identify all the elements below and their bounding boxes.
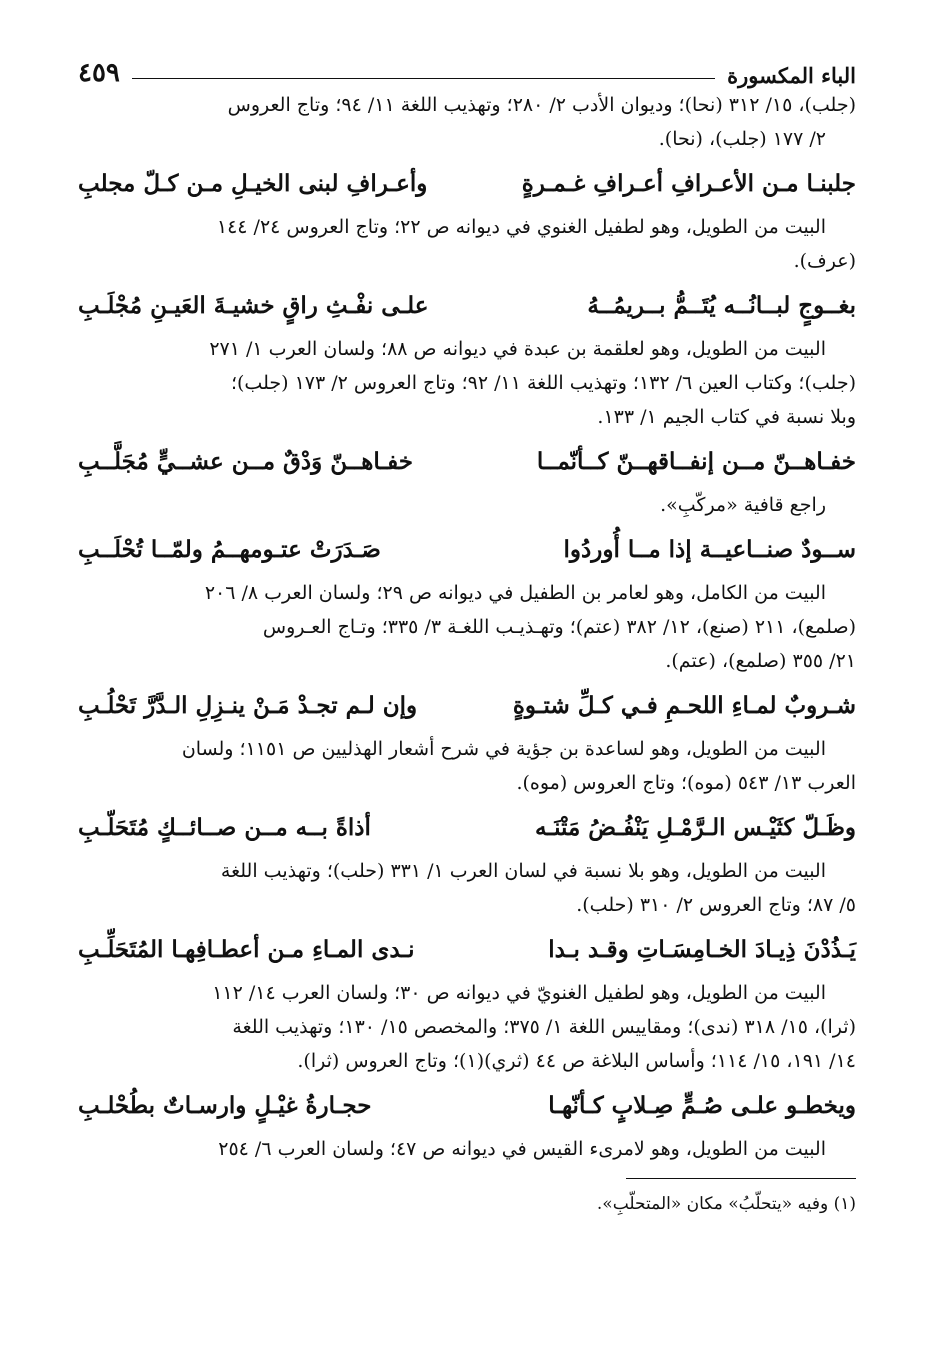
- verse: [78, 678, 856, 732]
- entry: [78, 922, 856, 1078]
- citation-line: ٥/ ٨٧؛ وتاج العروس ٢/ ٣١٠ (حلب).: [576, 894, 856, 916]
- citation-line: ٢١/ ٣٥٥ (صلمع)، (عتم).: [665, 650, 856, 672]
- citation-line: البيت من الكامل، وهو لعامر بن الطفيل في ديوانه ص ٢٩؛ ولسان العرب ٨/ ٢٠٦: [204, 582, 826, 604]
- verse-second-hemistich: أذاةً بــه مــن صــائــكٍ مُتَحَلّـبِ: [78, 813, 371, 841]
- verse-second-hemistich: وأعـرافِ لبنى الخيـلِ مـن كـلّ مجلبِ: [78, 169, 428, 197]
- citation-line: (صلمع)، ٢١١ (صنع)، ١٢/ ٣٨٢ (عتم)؛ وتهـذيـب اللغـة ٣/ ٣٣٥؛ وتـاج العـروس: [262, 616, 856, 638]
- citation-line: (عرف).: [793, 250, 856, 272]
- citation-line: البيت من الطويل، وهو لطفيل الغنوي في ديوانه ص ٢٢؛ وتاج العروس ٢٤/ ١٤٤: [216, 216, 826, 238]
- citation-line: (ثرا)، ١٥/ ٣١٨ (ندى)؛ ومقاييس اللغة ١/ ٣٧٥؛ والمخصص ١٥/ ١٣٠؛ وتهذيب اللغة: [232, 1016, 856, 1038]
- entry: [78, 1078, 856, 1166]
- verse: [78, 1078, 856, 1132]
- verse-second-hemistich: علـى نفْـثِ راقٍ خشيـةَ العَيـنِ مُجْلَـبِ: [78, 291, 429, 319]
- footnote-separator: [78, 1166, 856, 1188]
- citation-line: البيت من الطويل، وهو لامرىء القيس في ديوانه ص ٤٧؛ ولسان العرب ٦/ ٢٥٤: [218, 1138, 826, 1160]
- citation-line: (جلب)؛ وكتاب العين ٦/ ١٣٢؛ وتهذيب اللغة ١١/ ٩٢؛ وتاج العروس ٢/ ١٧٣ (جلب)؛: [230, 372, 856, 394]
- citation-line: العرب ١٣/ ٥٤٣ (موه)؛ وتاج العروس (موه).: [516, 772, 856, 794]
- citation-line: راجع قافية «مركّبِ».: [660, 494, 826, 516]
- verse-second-hemistich: حجـارةُ غيْـلٍ وارسـاتٌ بطُحْلـبِ: [78, 1091, 372, 1119]
- intro-paragraph: [78, 88, 856, 156]
- verse: [78, 922, 856, 976]
- verse-first-hemistich: خفـاهــنّ مــن إنفــاقهــنّ كــأنّمــا: [536, 447, 856, 475]
- verse-first-hemistich: بغــوجٍ لبــانُــه يُتَــمُّ بــريمُــهُ: [587, 291, 856, 319]
- verse-first-hemistich: وظَـلّ كثَيْـس الـرَّمْـلِ يَنْفُـضُ مَتْنَـه: [535, 813, 856, 841]
- verse-second-hemistich: صَـدَرَتْ عتـومهــمُ ولمّــا تُحْلَــبِ: [78, 535, 381, 563]
- verse-second-hemistich: خفـاهــنّ وَدْقٌ مــن عشــيٍّ مُجَلَّــبِ: [78, 447, 413, 475]
- verse-first-hemistich: ســودٌ صنــاعيــة إذا مــا أُوردُوا: [563, 535, 856, 563]
- verse-first-hemistich: يَـذُدْنَ ذِيـادَ الخـامِسَـاتِ وقـد بـدا: [548, 935, 856, 963]
- page-number: ٤٥٩: [78, 58, 120, 88]
- entry: [78, 156, 856, 278]
- citation-line: البيت من الطويل، وهو لعلقمة بن عبدة في ديوانه ص ٨٨؛ ولسان العرب ١/ ٢٧١: [209, 338, 826, 360]
- footnote-rule: [626, 1178, 856, 1179]
- verse-first-hemistich: جلبنـا مـن الأعـرافِ أعـرافِ غـمـرةٍ: [521, 169, 856, 197]
- verse-second-hemistich: نـدى المـاءِ مـن أعطـافِهـا المُتَحَلِّـبِ: [78, 935, 415, 963]
- page: [78, 50, 856, 1218]
- verse-second-hemistich: وإن لـم تجـدْ مَـنْ ينـزِلِ الـدَّرَّ تَحْلُـبِ: [78, 691, 418, 719]
- verse: [78, 522, 856, 576]
- text-line: ٢/ ١٧٧ (جلب)، (نحا).: [658, 128, 826, 150]
- verse: [78, 800, 856, 854]
- verse: [78, 434, 856, 488]
- entry: [78, 678, 856, 800]
- running-header: [78, 50, 856, 88]
- entry: [78, 800, 856, 922]
- verse: [78, 278, 856, 332]
- citation-line: ١٤/ ١٩١، ١٥/ ١١٤؛ وأساس البلاغة ص ٤٤ (ثري)(١)؛ وتاج العروس (ثرا).: [297, 1050, 856, 1072]
- citation-line: البيت من الطويل، وهو بلا نسبة في لسان العرب ١/ ٣٣١ (حلب)؛ وتهذيب اللغة: [220, 860, 826, 882]
- citation-line: البيت من الطويل، وهو لطفيل الغنويّ في ديوانه ص ٣٠؛ ولسان العرب ١٤/ ١١٢: [212, 982, 826, 1004]
- citation-line: البيت من الطويل، وهو لساعدة بن جؤية في شرح أشعار الهذليين ص ١١٥١؛ ولسان: [181, 738, 826, 760]
- text-line: (جلب)، ١٥/ ٣١٢ (نحا)؛ وديوان الأدب ٢/ ٢٨٠؛ وتهذيب اللغة ١١/ ٩٤؛ وتاج العروس: [227, 94, 856, 116]
- entry: [78, 434, 856, 522]
- verse: [78, 156, 856, 210]
- footnote: (١) وفيه «يتحلّبُ» مكان «المتحلّبِ».: [596, 1194, 856, 1214]
- header-rule: [132, 78, 715, 79]
- verse-first-hemistich: شـروبٌ لمـاءِ اللحـمِ فـي كـلِّ شتـوةٍ: [512, 691, 856, 719]
- verse-first-hemistich: ويخطـو علـى صُـمٍّ صِـلابٍ كـأنّهـا: [548, 1091, 856, 1119]
- entry: [78, 278, 856, 434]
- citation-line: وبلا نسبة في كتاب الجيم ١/ ١٣٣.: [597, 406, 856, 428]
- entry: [78, 522, 856, 678]
- chapter-title: الباء المكسورة: [727, 63, 856, 88]
